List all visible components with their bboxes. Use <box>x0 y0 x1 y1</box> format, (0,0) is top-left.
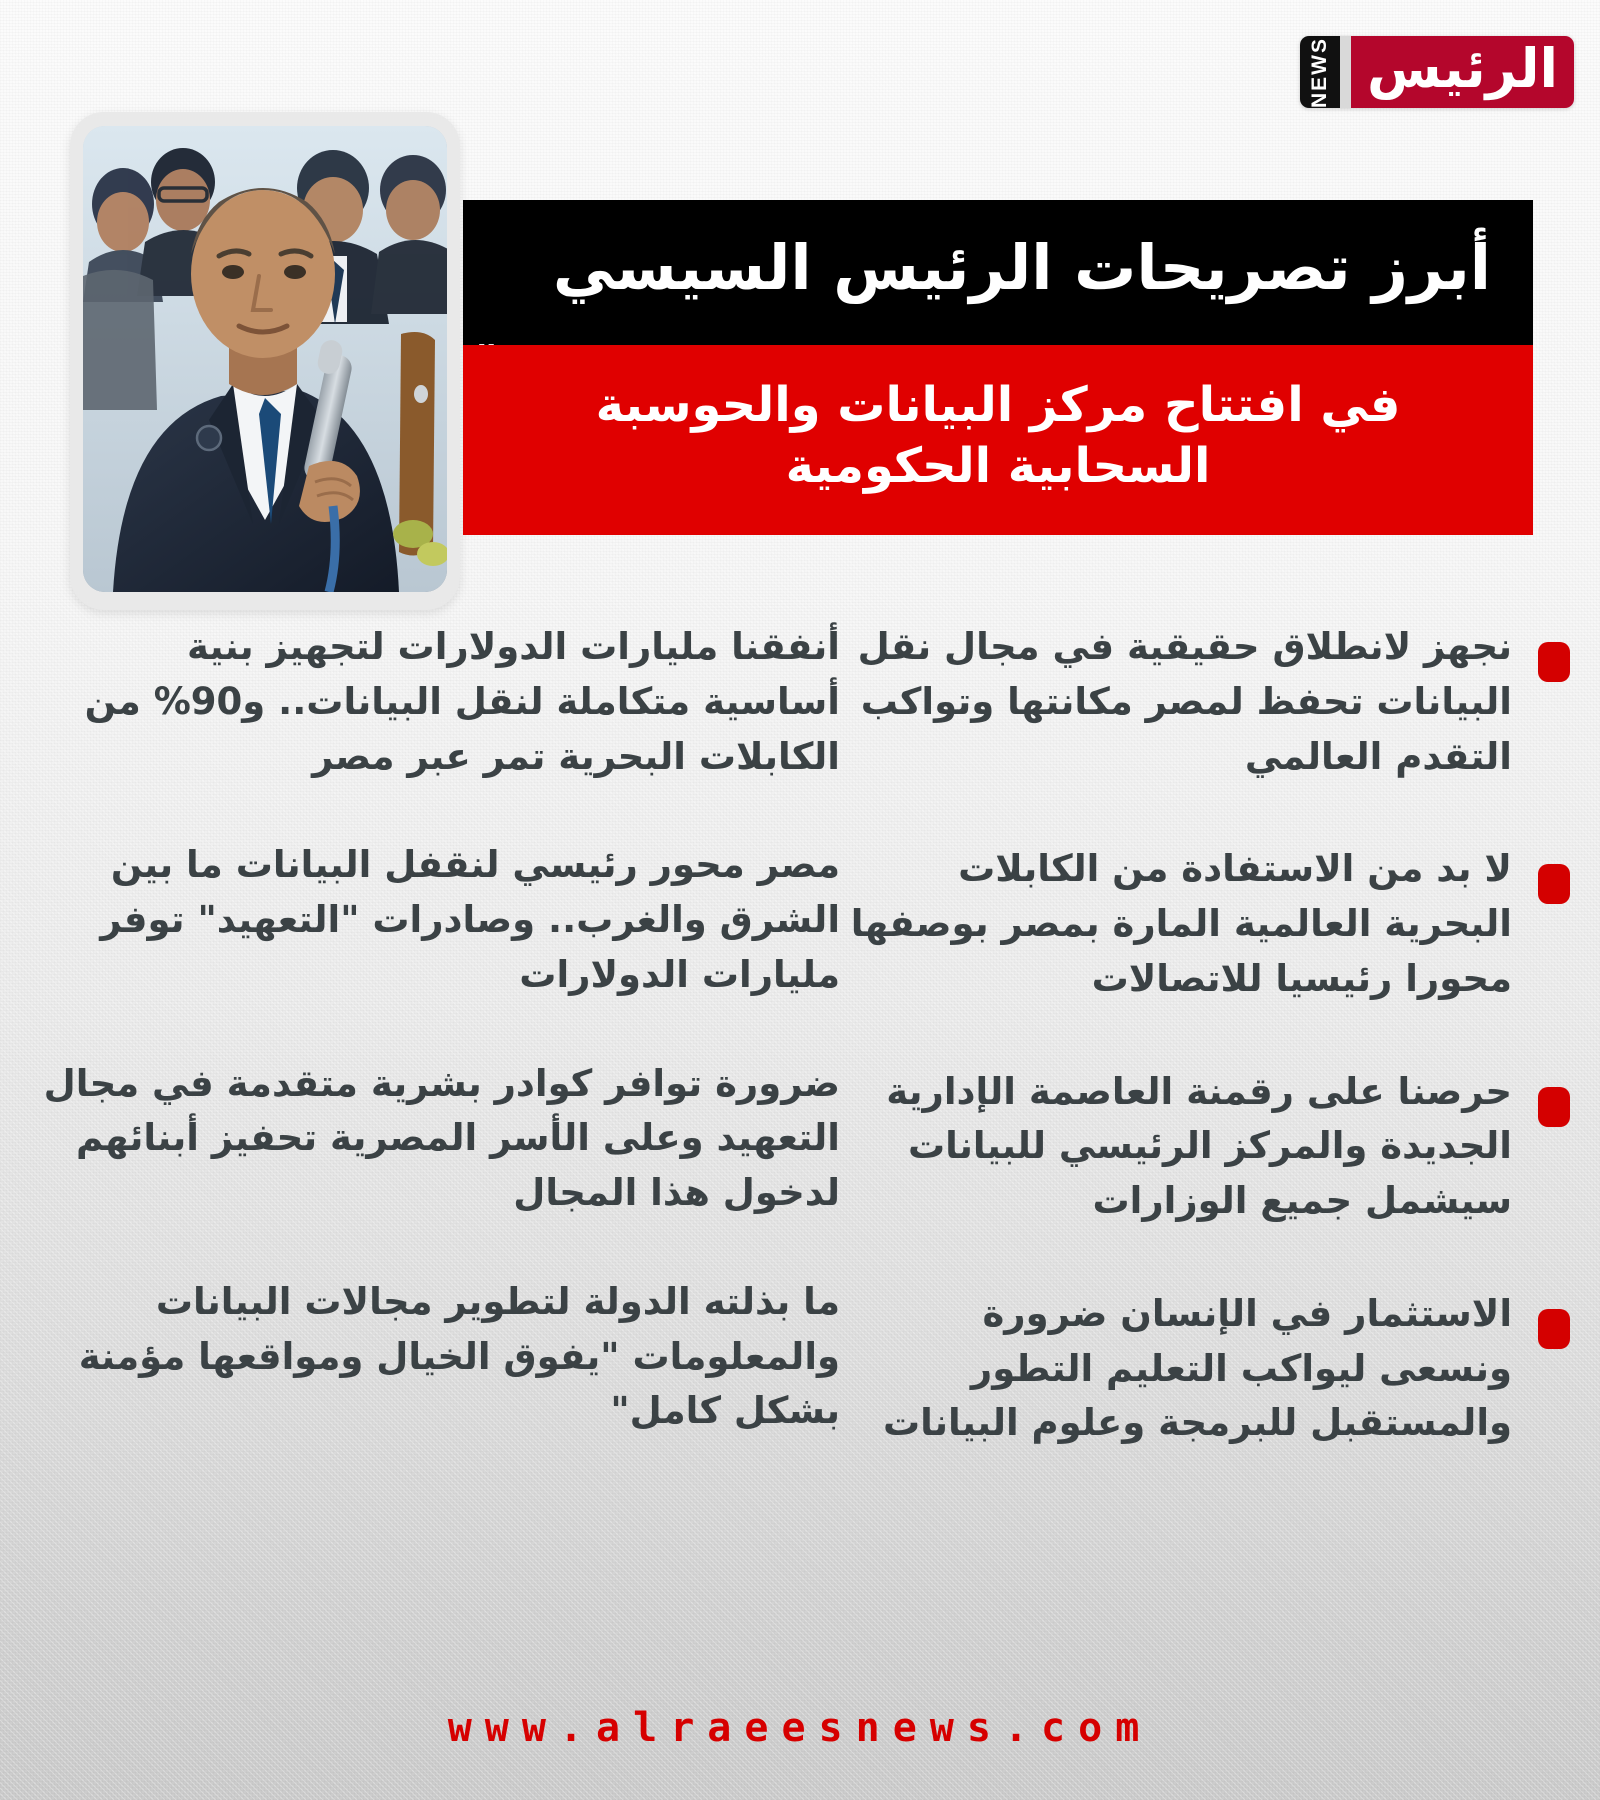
president-photo-frame <box>70 112 460 610</box>
bullet-dot-icon <box>1538 1309 1570 1349</box>
bullet-column-left <box>0 620 840 1509</box>
page-subtitle: في افتتاح مركز البيانات والحوسبة السحابية الحكومية <box>595 376 1401 494</box>
logo-divider <box>1340 36 1351 108</box>
site-logo[interactable] <box>1300 36 1574 108</box>
bullet-dot-icon <box>1538 864 1570 904</box>
list-item <box>30 1057 840 1221</box>
list-item <box>30 838 840 1002</box>
logo-news-badge <box>1300 36 1340 108</box>
bullet-column-right <box>840 620 1600 1509</box>
footer-website-url[interactable]: www.alraeesnews.com <box>447 1705 1153 1751</box>
bullet-text: الاستثمار في الإنسان ضرورة ونسعى ليواكب التعليم التطور والمستقبل للبرمجة وعلوم البيانات <box>883 1291 1512 1445</box>
bullet-text: لا بد من الاستفادة من الكابلات البحرية العالمية المارة بمصر بوصفها محورا رئيسيا للاتصالات <box>850 847 1512 1000</box>
logo-arabic-wordmark: الرئيس <box>1351 36 1574 108</box>
list-item <box>840 1065 1570 1229</box>
bullet-columns <box>0 620 1600 1509</box>
subheadline-bar <box>463 345 1533 535</box>
bullet-text: حرصنا على رقمنة العاصمة الإدارية الجديدة والمركز الرئيسي للبيانات سيشمل جميع الوزارات <box>886 1069 1512 1222</box>
bullet-text: نجهز لانطلاق حقيقية في مجال نقل البيانات تحفظ لمصر مكانتها وتواكب التقدم العالمي <box>857 625 1512 778</box>
bullet-dot-icon <box>1538 1087 1570 1127</box>
list-item <box>30 620 840 784</box>
headline-bar <box>463 200 1533 345</box>
list-item <box>840 620 1570 784</box>
list-item <box>840 842 1570 1006</box>
list-item <box>840 1287 1570 1451</box>
logo-news-label: NEWS <box>1308 36 1331 108</box>
bullet-text: ما بذلته الدولة لتطوير مجالات البيانات والمعلومات "يفوق الخيال ومواقعها مؤمنة بشكل كامل" <box>78 1279 840 1433</box>
list-item <box>30 1275 840 1439</box>
bullet-text: مصر محور رئيسي لنقفل البيانات ما بين الشرق والغرب.. وصادرات "التعهيد" توفر مليارات الدولارات <box>100 843 840 996</box>
photo-illustration <box>83 126 447 592</box>
bullet-dot-icon <box>1538 642 1570 682</box>
bullet-text: ضرورة توافر كوادر بشرية متقدمة في مجال التعهيد وعلى الأسر المصرية تحفيز أبنائهم لدخول هذا المجال <box>43 1061 840 1214</box>
president-photo <box>83 126 447 592</box>
page-title: أبرز تصريحات الرئيس السيسي <box>552 230 1491 304</box>
bullet-text: أنفقنا مليارات الدولارات لتجهيز بنية أساسية متكاملة لنقل البيانات.. و90% من الكابلات البحرية تمر عبر مصر <box>84 625 840 778</box>
